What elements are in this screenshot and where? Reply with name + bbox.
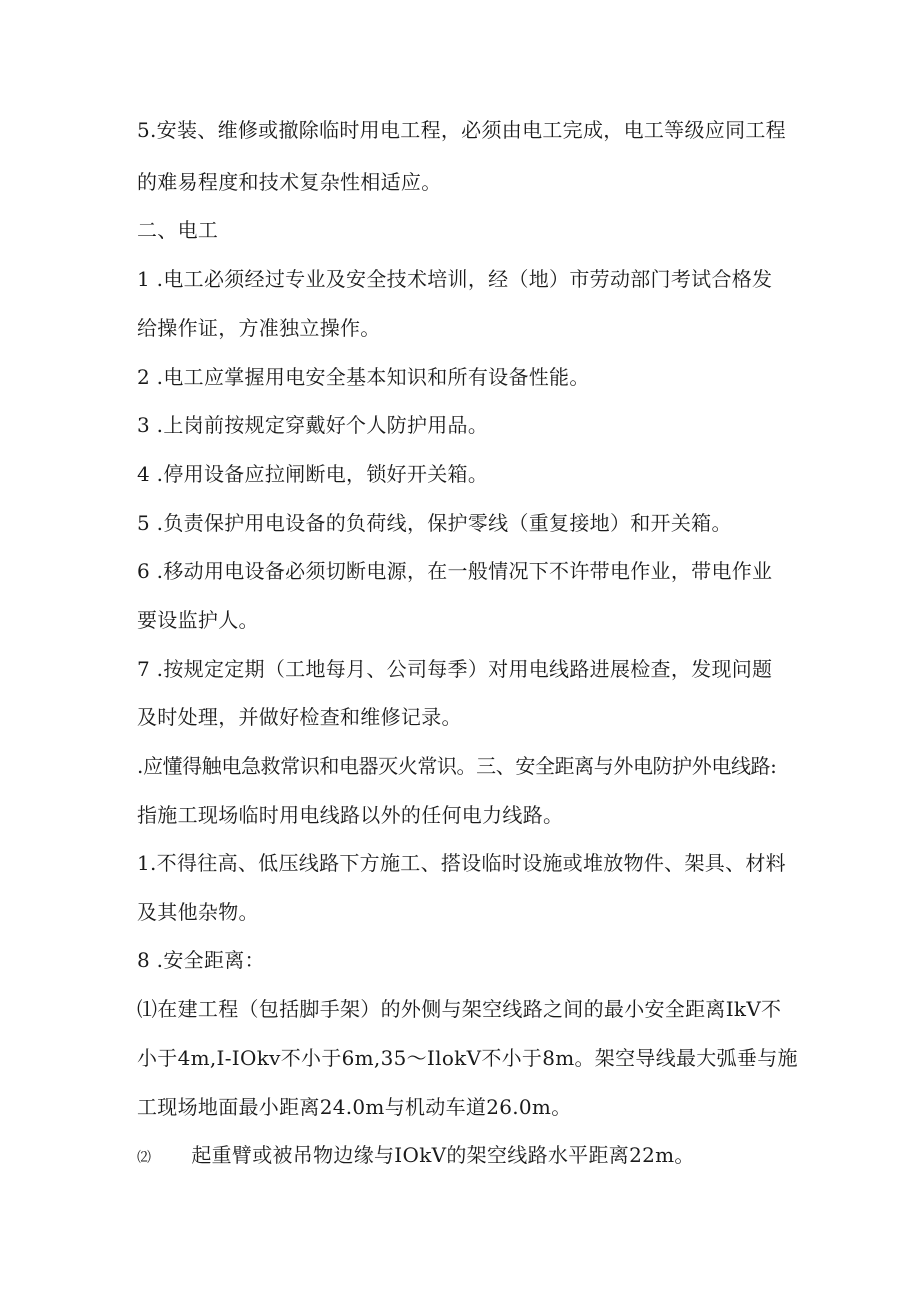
paragraph-line: 小于4m,I-IOkv不小于6m,35～IlokV不小于8m。架空导线最大弧垂与施: [137, 1046, 798, 1070]
paragraph-line: 及其他杂物。: [137, 900, 259, 924]
list-text: 起重臂或被吊物边缘与IOkV的架空线路水平距离22m。: [191, 1143, 695, 1167]
paragraph-line: 指施工现场临时用电线路以外的任何电力线路。: [137, 803, 564, 827]
paragraph-line: 给操作证，方准独立操作。: [137, 316, 381, 340]
paragraph-line: 2 .电工应掌握用电安全基本知识和所有设备性能。: [137, 365, 590, 389]
paragraph-line: 的难易程度和技术复杂性相适应。: [137, 170, 442, 194]
list-marker: ⑵: [137, 1150, 152, 1166]
paragraph-line: 5.安装、维修或撤除临时用电工程，必须由电工完成，电工等级应同工程: [137, 118, 786, 142]
paragraph-line: ⑴在建工程（包括脚手架）的外侧与架空线路之间的最小安全距离IkV不: [137, 997, 782, 1021]
paragraph-line: 3 .上岗前按规定穿戴好个人防护用品。: [137, 413, 489, 437]
paragraph-line: 1 .电工必须经过专业及安全技术培训，经（地）市劳动部门考试合格发: [137, 267, 773, 291]
paragraph-line: 7 .按规定定期（工地每月、公司每季）对用电线路进展检查，发现问题: [137, 657, 773, 681]
paragraph-line: 4 .停用设备应拉闸断电，锁好开关箱。: [137, 462, 489, 486]
paragraph-line-last: [137, 1141, 695, 1172]
paragraph-line: 8 .安全距离：: [137, 948, 265, 972]
paragraph-line: 6 .移动用电设备必须切断电源，在一般情况下不许带电作业，带电作业: [137, 559, 773, 583]
paragraph-line: 1.不得往高、低压线路下方施工、搭设临时设施或堆放物件、架具、材料: [137, 851, 786, 875]
paragraph-line: .应懂得触电急救常识和电器灭火常识。三、安全距离与外电防护外电线路:: [137, 754, 777, 778]
paragraph-line: 工现场地面最小距离24.0m与机动车道26.0m。: [137, 1095, 572, 1119]
section-heading: 二、电工: [137, 218, 219, 242]
paragraph-line: 要设监护人。: [137, 608, 259, 632]
paragraph-line: 及时处理，并做好检查和维修记录。: [137, 705, 462, 729]
paragraph-line: 5 .负责保护用电设备的负荷线，保护零线（重复接地）和开关箱。: [137, 511, 732, 535]
